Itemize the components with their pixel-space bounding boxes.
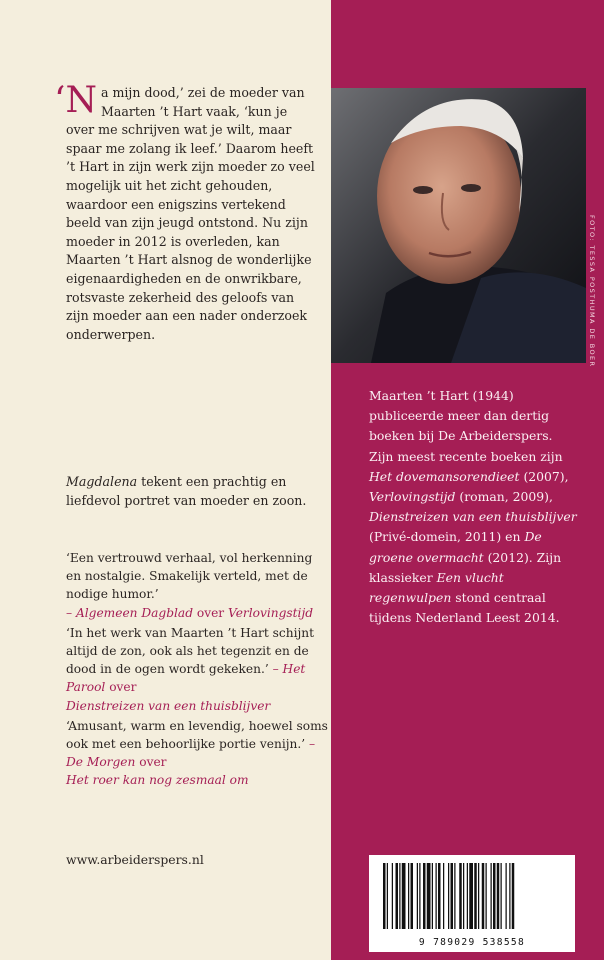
barcode-bar	[454, 863, 455, 929]
barcode-bar	[432, 863, 433, 929]
barcode-bar	[491, 863, 492, 929]
review-quote	[66, 624, 328, 715]
review-quotes	[66, 549, 328, 792]
barcode-bar	[402, 863, 406, 929]
photo-credit: FOTO: TESSA POSTHUMA DE BOER	[588, 215, 596, 368]
barcode-bar	[411, 863, 414, 929]
quote-publication: – De Morgen	[66, 737, 316, 770]
quote-book: Dienstreizen van een thuisblijver	[66, 698, 271, 713]
barcode-bar	[512, 863, 515, 929]
barcode-bar	[419, 863, 420, 929]
barcode-bar	[497, 863, 500, 929]
quote-source	[66, 604, 328, 622]
bio-text: (roman, 2009),	[455, 489, 553, 505]
barcode-bar	[387, 863, 388, 929]
quote-text: ‘Amusant, warm en levendig, hoewel soms ook met een behoorlijke portie venijn.’	[66, 718, 328, 752]
barcode-bar	[486, 863, 487, 929]
quote-over: over	[193, 605, 229, 620]
barcode-bar	[423, 863, 426, 929]
barcode-bars	[369, 855, 575, 935]
barcode-bar	[383, 863, 386, 929]
barcode-bar	[459, 863, 462, 929]
barcode-bar	[408, 863, 409, 929]
barcode-number: 9 789029 538558	[418, 937, 526, 948]
blurb	[54, 80, 316, 344]
barcode-bar	[448, 863, 449, 929]
author-bio	[369, 386, 579, 628]
barcode-bar	[396, 863, 399, 929]
quote-publication: – Algemeen Dagblad	[66, 605, 193, 620]
bio-book-title: Dienstreizen van een thuisblijver	[369, 509, 577, 525]
drop-cap: ‘N	[54, 80, 97, 121]
author-photo	[331, 88, 586, 363]
barcode-bar	[451, 863, 454, 929]
barcode-bar	[392, 863, 393, 929]
barcode-bar	[501, 863, 502, 929]
bio-text: (Privé-domein, 2011) en	[369, 529, 525, 545]
barcode-bar	[478, 863, 479, 929]
blurb-text-2: tekent een prachtig en liefdevol portret van moeder en zoon.	[66, 474, 307, 508]
barcode-bar	[438, 863, 441, 929]
quote-text: ‘In het werk van Maarten ’t Hart schijnt altijd de zon, ook als het tegenzit en de dood in de ogen wordt gekeken.’	[66, 625, 315, 677]
barcode-bar	[436, 863, 437, 929]
bio-text: (2012). Zijn klassieker	[369, 549, 562, 585]
barcode-bar	[417, 863, 418, 929]
publisher-website: www.arbeiderspers.nl	[66, 852, 204, 867]
quote-over: over	[105, 680, 137, 695]
barcode-bar	[463, 863, 464, 929]
bio-book-title: De groene overmacht	[369, 529, 542, 565]
bio-book-title: Het dovemansorendieet	[369, 468, 520, 484]
bio-book-title: Een vlucht regenwulpen	[369, 569, 504, 606]
barcode-bar	[482, 863, 485, 929]
barcode-bar	[443, 863, 444, 929]
bio-book-title: Verlovingstijd	[369, 489, 456, 505]
bio-text: (2007),	[519, 468, 569, 484]
barcode-bar	[427, 863, 431, 929]
blurb-second-paragraph	[66, 473, 316, 510]
barcode-bar	[474, 863, 477, 929]
barcode-bar	[467, 863, 468, 929]
barcode-bar	[509, 863, 510, 929]
barcode-bar	[506, 863, 507, 929]
quote-book: Verlovingstijd	[228, 605, 314, 620]
quote-publication: – Het Parool	[66, 662, 306, 695]
book-title: Magdalena	[66, 474, 138, 489]
quote-over: over	[135, 755, 167, 770]
review-quote	[66, 549, 328, 622]
blurb-text: a mijn dood,’ zei de moeder van Maarten ’t Hart vaak, ‘kun je over me schrijven wat je wilt, maar spaar me zolang ik leef.’ Daarom heeft ’t Hart in zijn werk zijn moeder zo veel mogelijk uit het zicht gehouden, waardoor een enigszins vertekend beeld van zijn jeugd ontstond. Nu zijn moeder in 2012 is overleden, kan Maarten ’t Hart alsnog de wonderlijke eigenaardigheden en de onwrikbare, rotsvaste zekerheid des geloofs van zijn moeder aan een nader onderzoek onderwerpen.	[66, 85, 315, 342]
bio-text: stond centraal tijdens Nederland Leest 2014.	[369, 590, 560, 626]
author-portrait-illustration	[331, 88, 586, 363]
quote-text: ‘Een vertrouwd verhaal, vol herkenning en nostalgie. Smakelijk verteld, met de nodige humor.’	[66, 551, 313, 602]
barcode-bar	[469, 863, 473, 929]
bio-text: Maarten ’t Hart (1944) publiceerde meer dan dertig boeken bij De Arbeiderspers. Zijn meest recente boeken zijn	[369, 388, 563, 464]
barcode-bar	[399, 863, 400, 929]
review-quote	[66, 717, 328, 790]
quote-book: Het roer kan nog zesmaal om	[66, 773, 249, 788]
barcode-bar	[493, 863, 496, 929]
isbn-barcode	[369, 855, 575, 952]
